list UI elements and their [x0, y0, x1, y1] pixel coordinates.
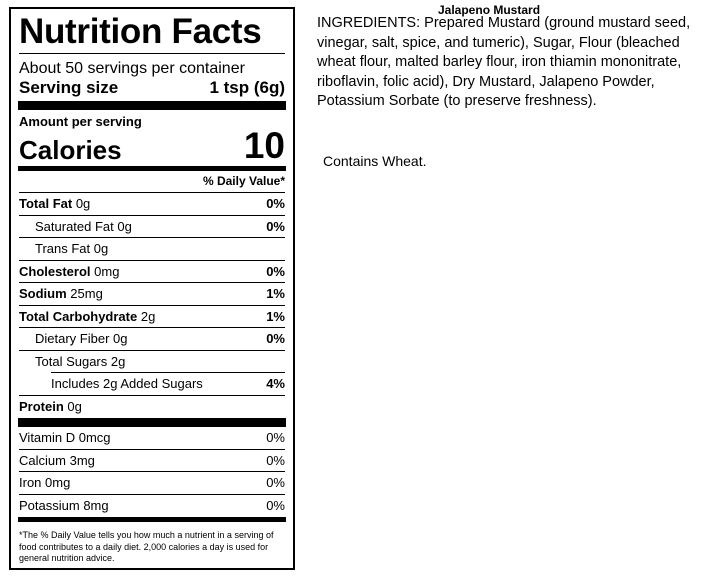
vitamin-name: Potassium — [19, 497, 80, 513]
nutrient-name: Saturated Fat — [35, 218, 114, 234]
nutrient-dv: 0% — [266, 196, 285, 211]
ingredients-text: INGREDIENTS: Prepared Mustard (ground mustard seed, vinegar, salt, spice, and tumeric), Sugar, Flour (bleached wheat flour, malted barley flour, iron thiamin mononitrate, riboflavin, folic acid), Dry Mustard, Jalapeno Powder, Potassium Sorbate (to preserve freshness). — [317, 15, 691, 109]
amount-per-serving: Amount per serving — [19, 114, 142, 129]
nutrient-name: Includes 2g Added Sugars — [51, 376, 203, 391]
serving-size-row — [19, 78, 285, 98]
servings-per-container: About 50 servings per container — [19, 60, 245, 77]
nutrient-name: Sodium — [19, 286, 67, 301]
nutrient-row-saturated-fat — [19, 216, 285, 239]
nutrient-dv: 4% — [266, 376, 285, 391]
nutrient-dv: 1% — [266, 286, 285, 301]
nutrient-row-protein — [19, 396, 285, 419]
nutrient-amount: 0g — [75, 196, 91, 211]
vitamin-name: Vitamin D — [19, 430, 76, 445]
nutrient-name: Dietary Fiber — [35, 331, 110, 346]
nutrition-facts-title: Nutrition Facts — [19, 12, 262, 51]
nutrient-dv: 0% — [266, 263, 285, 279]
nutrient-row-dietary-fiber — [19, 328, 285, 351]
nutrient-dv: 0% — [266, 331, 285, 346]
thick-divider — [18, 101, 286, 110]
nutrient-amount: 0g — [113, 331, 128, 346]
nutrient-row-total-sugars — [19, 351, 285, 374]
nutrient-amount: 2g — [110, 353, 126, 369]
nutrient-amount: 0g — [117, 218, 132, 234]
vitamin-name: Calcium — [19, 452, 66, 468]
nutrient-name: Total Sugars — [35, 353, 108, 369]
divider — [19, 53, 285, 54]
serving-size-label: Serving size — [19, 78, 119, 97]
nutrient-row-trans-fat — [19, 238, 285, 261]
nutrient-amount: 0g — [93, 241, 109, 256]
product-name: Jalapeno Mustard — [438, 3, 541, 17]
vitamin-name: Iron — [19, 475, 42, 490]
vitamin-amount: 3mg — [69, 452, 95, 468]
vitamin-dv: 0% — [266, 430, 285, 445]
nutrient-amount: 25mg — [70, 286, 103, 301]
calories-row — [19, 125, 285, 166]
nutrient-amount: 0g — [67, 398, 82, 414]
nutrient-row-sodium — [19, 283, 285, 306]
daily-value-footnote: *The % Daily Value tells you how much a nutrient in a serving of food contributes to a daily diet. 2,000 calories a day is used for general nutrition advice. — [19, 530, 274, 563]
vitamin-amount: 8mg — [83, 497, 109, 513]
calories-value: 10 — [243, 125, 285, 166]
nutrition-facts-panel — [9, 7, 295, 570]
nutrient-row-cholesterol — [19, 261, 285, 284]
nutrient-row-total-carbohydrate — [19, 306, 285, 329]
calories-label: Calories — [19, 135, 122, 165]
nutrient-name: Cholesterol — [19, 263, 91, 279]
vitamin-row-vitamin-d — [19, 427, 285, 450]
nutrient-amount: 0mg — [94, 263, 120, 279]
nutrient-dv: 1% — [266, 308, 285, 324]
thick-divider — [18, 418, 286, 427]
daily-value-header: % Daily Value* — [19, 171, 285, 193]
nutrient-name: Trans Fat — [35, 241, 91, 256]
nutrient-amount: 2g — [140, 308, 156, 324]
nutrient-dv: 0% — [266, 218, 285, 234]
vitamin-dv: 0% — [266, 497, 285, 513]
nutrient-row-total-fat — [19, 193, 285, 216]
vitamin-dv: 0% — [266, 475, 285, 490]
allergen-statement: Contains Wheat. — [323, 153, 427, 169]
vitamin-amount: 0mg — [45, 475, 71, 490]
nutrient-row-added-sugars — [19, 373, 285, 396]
medium-divider — [18, 517, 286, 522]
nutrient-name: Total Carbohydrate — [19, 308, 138, 324]
nutrient-name: Protein — [19, 398, 64, 414]
nutrient-name: Total Fat — [19, 196, 73, 211]
vitamin-row-iron — [19, 472, 285, 495]
serving-size-value: 1 tsp (6g) — [209, 78, 285, 97]
vitamin-amount: 0mcg — [78, 430, 111, 445]
vitamin-dv: 0% — [266, 452, 285, 468]
vitamin-row-potassium — [19, 495, 285, 518]
vitamin-row-calcium — [19, 450, 285, 473]
